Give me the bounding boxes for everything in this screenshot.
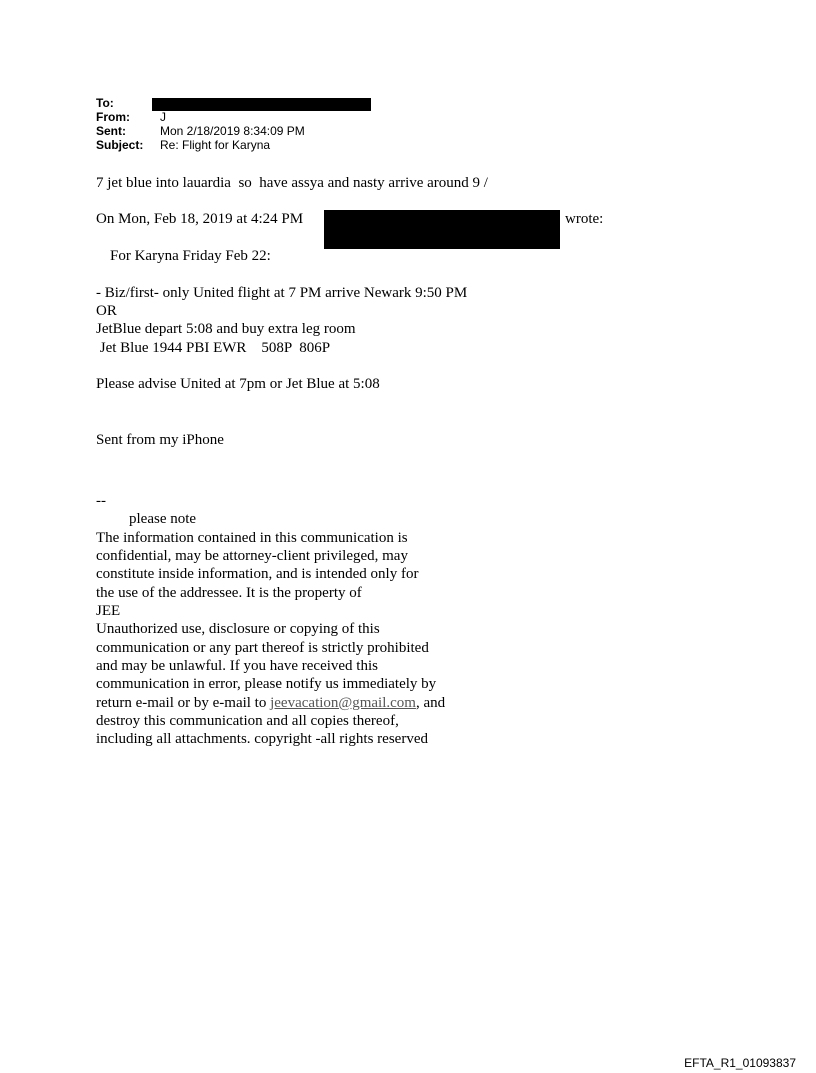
from-value: J (160, 110, 166, 124)
advise-line: Please advise United at 7pm or Jet Blue at 5:08 (96, 376, 380, 392)
disclaimer-line: communication in error, please notify us immediately by (96, 676, 437, 693)
flight-option-2: JetBlue depart 5:08 and buy extra leg room (96, 321, 356, 337)
subject-label: Subject: (96, 138, 144, 152)
disclaimer-line: and may be unlawful. If you have received this (96, 658, 378, 675)
sent-label: Sent: (96, 124, 126, 138)
disclaimer-line: confidential, may be attorney-client privileged, may (96, 548, 408, 565)
from-label: From: (96, 110, 130, 124)
redaction-block (324, 210, 560, 249)
disclaimer-line: Unauthorized use, disclosure or copying of this (96, 621, 380, 638)
or-separator: OR (96, 303, 117, 319)
to-label: To: (96, 96, 114, 110)
quote-intro: On Mon, Feb 18, 2019 at 4:24 PM (96, 211, 304, 227)
flight-option-2-detail: Jet Blue 1944 PBI EWR 508P 806P (96, 340, 331, 356)
return-prefix: return e-mail or by e-mail to (96, 694, 271, 711)
redaction-block (152, 98, 371, 111)
disclaimer-line: communication or any part thereof is strictly prohibited (96, 639, 429, 656)
disclaimer-line: the use of the addressee. It is the property of (96, 584, 362, 601)
reply-line: 7 jet blue into lauardia so have assya and nasty arrive around 9 / (96, 175, 488, 191)
quoted-heading: For Karyna Friday Feb 22: (110, 248, 271, 264)
return-suffix: , and (415, 694, 446, 711)
flight-option-1: - Biz/first- only United flight at 7 PM arrive Newark 9:50 PM (96, 285, 468, 301)
signature: Sent from my iPhone (96, 432, 224, 448)
disclaimer-line: destroy this communication and all copies thereof, (96, 713, 399, 730)
disclaimer-line: constitute inside information, and is intended only for (96, 566, 419, 583)
subject-value: Re: Flight for Karyna (160, 138, 271, 152)
email-link[interactable]: jeevacation@gmail.com (270, 694, 416, 711)
disclaimer-dashes: -- (96, 493, 106, 509)
disclaimer-return-line (96, 694, 445, 712)
sent-value: Mon 2/18/2019 8:34:09 PM (160, 124, 305, 138)
disclaimer-line: including all attachments. copyright -all rights reserved (96, 731, 428, 748)
disclaimer-note: please note (129, 511, 197, 528)
quote-intro-tail: wrote: (565, 211, 604, 227)
disclaimer (96, 492, 445, 749)
document-id: EFTA_R1_01093837 (684, 1056, 796, 1070)
disclaimer-line: JEE (96, 603, 121, 620)
disclaimer-line: The information contained in this communication is (96, 529, 408, 546)
